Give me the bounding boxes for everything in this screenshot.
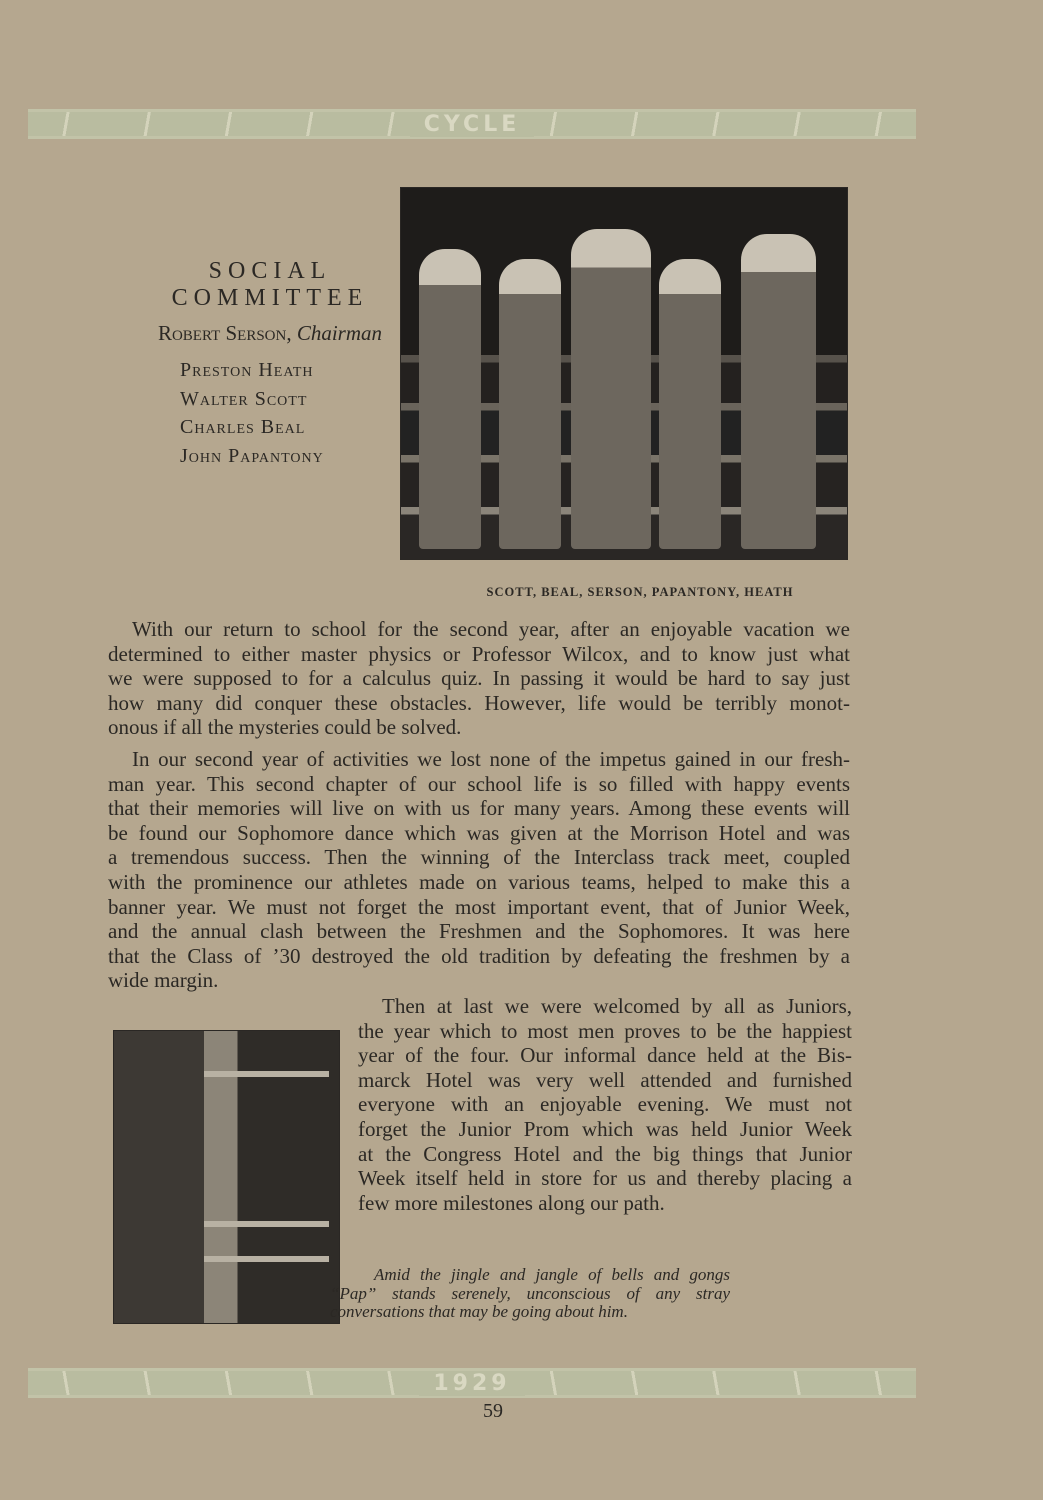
caption-line: Amid the jingle and jangle of bells and gongs: [374, 1265, 730, 1284]
text-line: year of the four. Our informal dance held at the Bis-: [358, 1043, 852, 1068]
committee-member: Preston Heath: [180, 359, 314, 381]
footer-year: 1929: [419, 1371, 524, 1396]
text-line: the year which to most men proves to be the happiest: [358, 1018, 852, 1043]
committee-member: John Papantony: [180, 444, 324, 467]
text-line: forget the Junior Prom which was held Junior Week: [358, 1116, 852, 1141]
footer-banner: [28, 1368, 916, 1398]
paragraph-1: [108, 617, 850, 740]
committee-member: Walter Scott: [180, 387, 308, 410]
text-line: with the prominence our athletes made on various teams, helped to make this a: [108, 869, 850, 894]
text-line: marck Hotel was very well attended and furnished: [358, 1067, 852, 1092]
paragraph-2: [108, 747, 850, 993]
header-banner: [28, 109, 916, 139]
text-line: determined to either master physics or Professor Wilcox, and to know just what: [108, 641, 850, 666]
banner-title: CYCLE: [410, 112, 534, 137]
caption-line: “Pap” stands serenely, unconscious of any stray: [330, 1283, 730, 1303]
person-figure: [659, 259, 721, 549]
page-number: 59: [483, 1400, 503, 1422]
person-figure: [741, 234, 816, 549]
text-line: Week itself held in store for us and thereby placing a: [358, 1166, 852, 1191]
chairman-role: Chairman: [296, 321, 383, 345]
text-line: we were supposed to for a calculus quiz. In passing it would be hard to say just: [108, 666, 850, 691]
text-line: and the annual clash between the Freshmen and the Sophomores. It was here: [108, 919, 850, 944]
pap-photo-caption: [330, 1266, 730, 1322]
paragraph-3: [358, 994, 852, 1215]
text-line: With our return to school for the second year, after an enjoyable vacation we: [132, 617, 850, 641]
text-line: banner year. We must not forget the most important event, that of Junior Week,: [108, 894, 850, 919]
text-line: everyone with an enjoyable evening. We must not: [358, 1092, 852, 1117]
text-line: at the Congress Hotel and the big things that Junior: [358, 1141, 852, 1166]
text-line: wide margin.: [108, 968, 219, 993]
committee-title-line1: SOCIAL: [208, 258, 332, 284]
person-figure: [571, 229, 651, 549]
person-figure: [499, 259, 561, 549]
group-photo-caption: SCOTT, BEAL, SERSON, PAPANTONY, HEATH: [486, 585, 794, 599]
text-line: be found our Sophomore dance which was given at the Morrison Hotel and was: [108, 820, 850, 845]
group-photo: [400, 187, 848, 560]
text-line: few more milestones along our path.: [358, 1190, 665, 1215]
text-line: Then at last we were welcomed by all as Juniors,: [382, 994, 852, 1018]
text-line: how many did conquer these obstacles. However, life would be terribly monot-: [108, 690, 850, 715]
text-line: a tremendous success. Then the winning of the Interclass track meet, coupled: [108, 845, 850, 870]
caption-line: conversations that may be going about him.: [330, 1302, 628, 1321]
text-line: In our second year of activities we lost none of the impetus gained in our fresh-: [132, 747, 850, 771]
social-committee-block: [150, 258, 390, 470]
pap-photo: [113, 1030, 340, 1324]
committee-title-line2: COMMITTEE: [171, 285, 369, 311]
chairman-name: Robert Serson,: [157, 321, 292, 345]
photo-shelf: [204, 1071, 329, 1077]
person-figure: [419, 249, 481, 549]
text-line: that their memories will live on with us for many years. Among these events will: [108, 796, 850, 821]
text-line: onous if all the mysteries could be solved.: [108, 715, 462, 740]
committee-chairman: [150, 321, 390, 346]
photo-shelf: [204, 1256, 329, 1262]
text-line: man year. This second chapter of our school life is so filled with happy events: [108, 771, 850, 796]
committee-member: Charles Beal: [180, 416, 306, 438]
text-line: that the Class of ’30 destroyed the old tradition by defeating the freshmen by a: [108, 943, 850, 968]
photo-shelf: [204, 1221, 329, 1227]
committee-members: [150, 356, 390, 470]
